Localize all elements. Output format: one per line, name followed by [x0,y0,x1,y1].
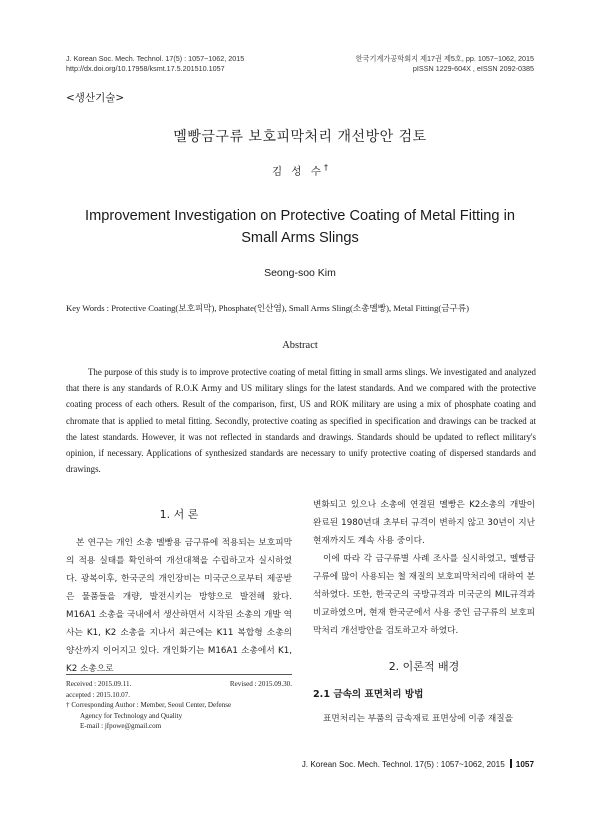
left-column [66,496,292,678]
abstract-text: The purpose of this study is to improve protective coating of metal fitting in small arms slings. We investigated and analyzed that there is any standards of R.O.K Army and US military slings for the latest standards. And we compared with the protective coating process of each others. Result of the comparison, first, US and ROK military are using a mix of phosphate coating and chromate that is applied to metal fitting. Secondly, protective coating as specified in specification and drawings can be tracked at the latest standards. However, it was not reflected in standards and drawings. Standards should be updated to reflect military's opinion, if necessary. Applications of synthesized standards are necessary to unify protective coating of dispersed standards and drawings. [66,367,536,475]
right-column [313,496,535,728]
page-number: 1057 [515,760,534,769]
accepted-date: accepted : 2015.10.07. [66,690,131,699]
article-category: <생산기술> [66,92,125,104]
abstract-heading: Abstract [282,340,318,351]
doi-link[interactable]: http://dx.doi.org/10.17958/ksmt.17.5.201510.1057 [66,64,225,73]
journal-citation-korean: 한국기계가공학회지 제17권 제5호, pp. 1057~1062, 2015 [355,54,534,63]
english-author: Seong-soo Kim [264,267,336,279]
corresponding-author-line1: † Corresponding Author : Member, Seoul Center, Defense [66,701,232,709]
intro-paragraph-continued: 변화되고 있으나 소총에 연결된 멜빵은 K2소총의 개발이 완료된 1980년대 초부터 규격이 변하지 않고 30년이 지난 현재까지도 계속 사용 중이다. [313,500,535,546]
intro-paragraph: 본 연구는 개인 소총 멜빵용 금구류에 적용되는 보호피막의 적용 실태를 확인하여 개선대책을 수립하고자 실시하였다. 광복이후, 한국군의 개인장비는 미국군으로부터 제공받은 물품들을 개량, 발전시키는 방향으로 발전해 왔다. M16A1 소총을 국내에서 생산하면서 시작된 소총의 개발 역사는 K1, K2 소총을 지나서 최근에는 K11 복합형 소총의 양산까지 이어지고 있다. 개인화기는 M16A1 소총에서 K1, K2 소총으로 [66,538,292,674]
korean-author [0,163,600,179]
header-citation-right [356,54,534,74]
abstract [66,364,536,477]
footnote [66,674,292,732]
corresponding-author-mark: † [324,163,329,172]
section-1-heading: 1. 서 론 [159,508,199,521]
page-footer [302,759,534,769]
received-date: Received : 2015.09.11. [66,680,132,688]
english-title: Improvement Investigation on Protective Coating of Metal Fitting in Small Arms Slings [85,208,515,246]
section-2-heading: 2. 이론적 배경 [388,660,460,673]
footer-divider [510,759,512,768]
author-email[interactable]: E-mail : jfpowe@gmail.com [80,722,162,730]
revised-date: Revised : 2015.09.30. [229,680,292,688]
footer-citation: J. Korean Soc. Mech. Technol. 17(5) : 1057~1062, 2015 [301,760,505,769]
keywords: Key Words : Protective Coating(보호피막), Phosphate(인산염), Small Arms Sling(소총멜빵), Metal Fitting(금구류) [66,303,469,313]
korean-author-name: 김 성 수 [271,165,325,178]
korean-title: 멜빵금구류 보호피막처리 개선방안 검토 [173,129,427,145]
subsection-2-1-heading: 2.1 금속의 표면처리 방법 [313,689,424,700]
issn-line: pISSN 1229-604X , eISSN 2092-0385 [412,64,534,73]
journal-citation: J. Korean Soc. Mech. Technol. 17(5) : 1057~1062, 2015 [66,54,245,63]
footnote-dates [66,679,292,690]
corresponding-author-line2: Agency for Technology and Quality [80,711,183,720]
intro-paragraph-2: 이에 따라 각 금구류별 사례 조사를 실시하였고, 멜빵금구류에 많이 사용되는 철 재질의 보호피막처리에 대하여 분석하였다. 또한, 한국군의 국방규격과 미국군의 MIL규격과 비교하였으며, 현재 한국군에서 사용 중인 금구류의 보호피막처리 개선방안을 검토하고자 하였다. [313,554,535,636]
header-citation-left [66,54,244,74]
section-2-1-paragraph: 표면처리는 부품의 금속재료 표면상에 이종 재질을 [323,714,514,724]
